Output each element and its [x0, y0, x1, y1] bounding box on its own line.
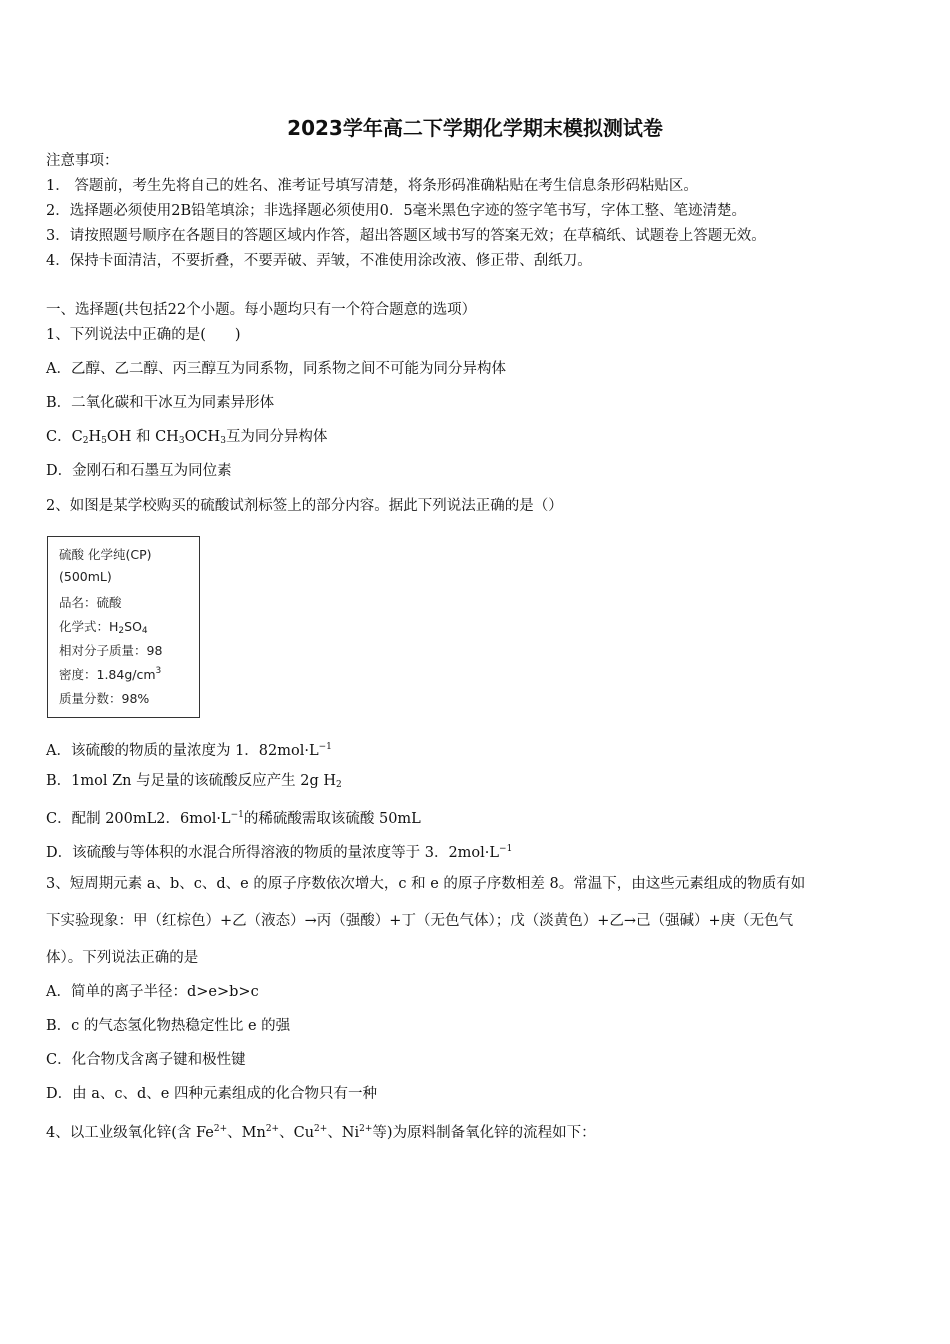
q3-option-b: B．c 的气态氢化物热稳定性比 e 的强 — [46, 1018, 291, 1034]
label-line-1: 硫酸 化学纯(CP) — [59, 547, 152, 562]
notice-item-3: 3．请按照题号顺序在各题目的答题区域内作答，超出答题区域书写的答案无效；在草稿纸、试题卷上答题无效。 — [46, 228, 766, 244]
q3-option-c: C．化合物戊含离子键和极性键 — [46, 1052, 246, 1068]
label-line-3: 品名：硫酸 — [59, 595, 122, 610]
reagent-label-figure — [47, 536, 200, 718]
q1-option-a: A．乙醇、乙二醇、丙三醇互为同系物，同系物之间不可能为同分异构体 — [46, 361, 506, 377]
label-line-6: 密度：$1.84g/cm^3$ — [59, 666, 162, 682]
q1-option-b: B．二氧化碳和干冰互为同素异形体 — [46, 395, 275, 411]
label-line-7: 质量分数：98% — [59, 691, 150, 706]
notice-item-1: 1． 答题前，考生先将自己的姓名、准考证号填写清楚，将条形码准确粘贴在考生信息条形码粘贴区。 — [46, 178, 698, 194]
q1-option-c: C．$C_2H_5OH$ 和 $CH_3OCH_3$互为同分异构体 — [46, 429, 328, 446]
notice-heading: 注意事项： — [46, 153, 119, 169]
notice-item-4: 4．保持卡面清洁，不要折叠，不要弄破、弄皱，不准使用涂改液、修正带、刮纸刀。 — [46, 253, 592, 269]
q3-option-d: D．由 a、c、d、e 四种元素组成的化合物只有一种 — [46, 1086, 377, 1102]
q3-stem-line-3: 体）。下列说法正确的是 — [46, 950, 199, 966]
q1-stem: 1、下列说法中正确的是( ) — [46, 327, 241, 343]
notice-item-2: 2．选择题必须使用2B铅笔填涂；非选择题必须使用0．5毫米黑色字迹的签字笔书写，字体工整、笔迹清楚。 — [46, 203, 747, 219]
label-line-4: 化学式：$H_2SO_4$ — [59, 619, 148, 636]
q4-stem: 4、以工业级氧化锌(含 $Fe^{2+}$、$Mn^{2+}$、$Cu^{2+}$、$Ni^{2+}$等)为原料制备氧化锌的流程如下： — [46, 1124, 596, 1141]
page-title: 2023学年高二下学期化学期末模拟测试卷 — [287, 116, 663, 140]
q3-option-a: A．简单的离子半径：d>e>b>c — [46, 984, 259, 1000]
label-line-5: 相对分子质量：98 — [59, 643, 163, 658]
q2-stem: 2、如图是某学校购买的硫酸试剂标签上的部分内容。据此下列说法正确的是（） — [46, 498, 563, 514]
q2-option-c: C．配制 200mL2．$6mol\cdot L^{-1}$的稀硫酸需取该硫酸 50mL — [46, 810, 421, 827]
q2-option-b: B．1mol Zn 与足量的该硫酸反应产生 2g $H_2$ — [46, 773, 342, 790]
q2-option-d: D．该硫酸与等体积的水混合所得溶液的物质的量浓度等于 3．$2mol\cdot L^{-1}$ — [46, 844, 513, 861]
q3-stem-line-2: 下实验现象：甲（红棕色）+乙（液态）→丙（强酸）+丁（无色气体）；戊（淡黄色）+乙→己（强碱）+庚（无色气 — [46, 913, 794, 929]
label-line-2: (500mL) — [59, 569, 112, 584]
q1-option-d: D．金刚石和石墨互为同位素 — [46, 463, 232, 479]
q3-stem-line-1: 3、短周期元素 a、b、c、d、e 的原子序数依次增大，c 和 e 的原子序数相差 8。常温下，由这些元素组成的物质有如 — [46, 876, 806, 892]
q2-option-a: A．该硫酸的物质的量浓度为 1．$82mol\cdot L^{-1}$ — [46, 742, 332, 759]
section-heading: 一、选择题(共包括22个小题。每小题均只有一个符合题意的选项） — [46, 302, 477, 318]
